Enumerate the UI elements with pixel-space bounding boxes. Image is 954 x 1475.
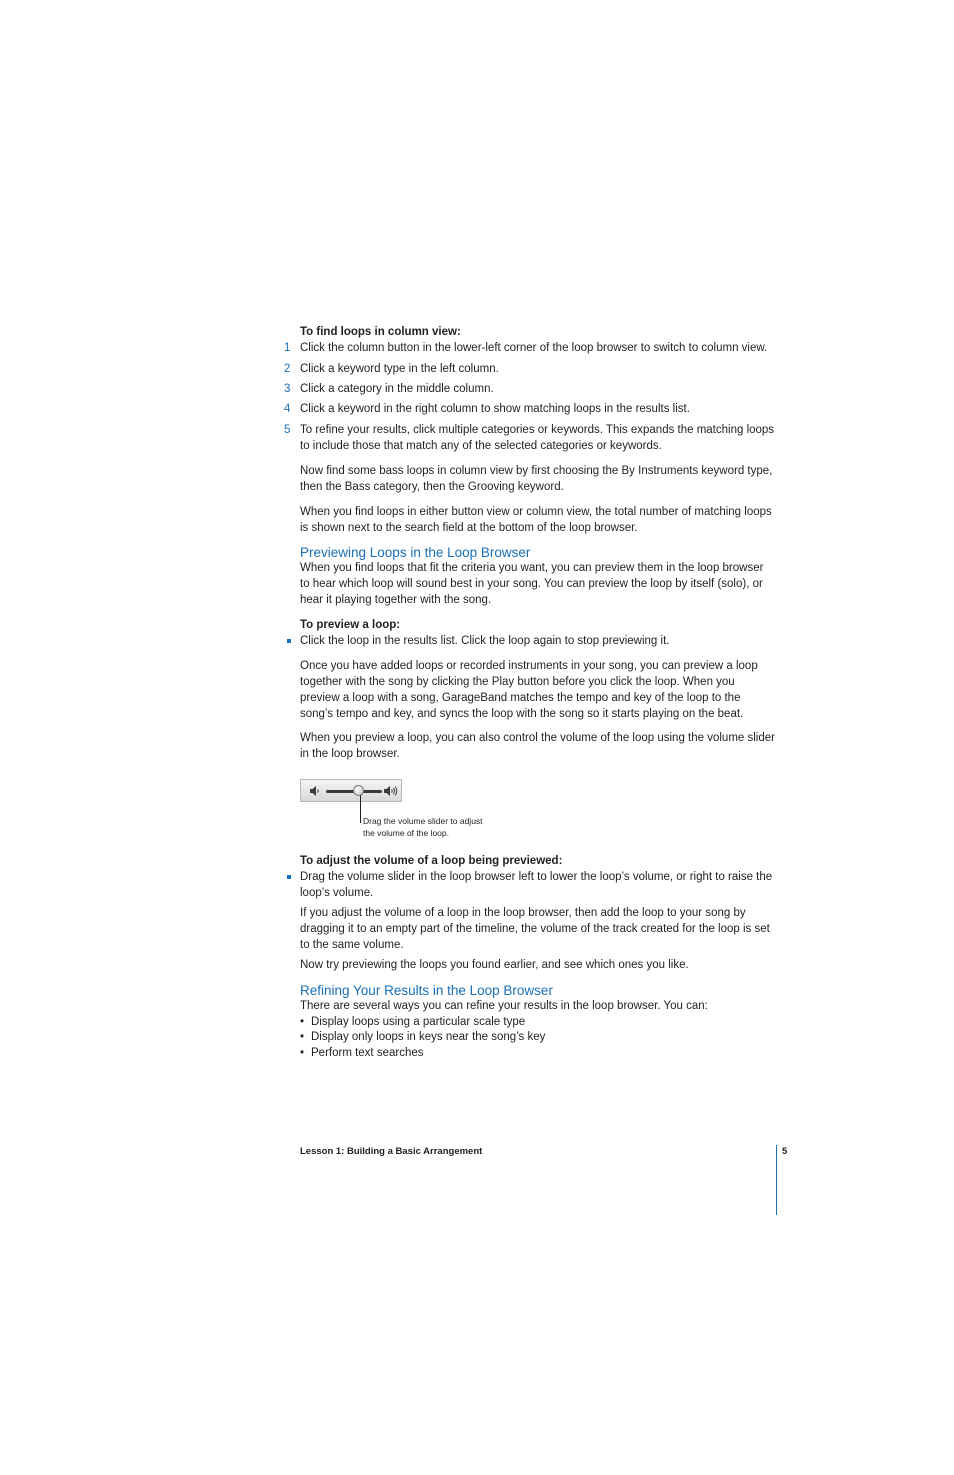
bullet-marker (287, 875, 291, 879)
step-text: Click the column button in the lower-left corner of the loop browser to switch to column view. (300, 342, 768, 354)
task-heading: To preview a loop: (300, 619, 401, 631)
body-paragraph: If you adjust the volume of a loop in the loop browser, then add the loop to your song by dragging it to an empty part of the timeline, the volume of the track created for the loop is set to the same volume. (300, 907, 770, 951)
bullet-marker: • (300, 1016, 305, 1028)
step-number: 3 (284, 383, 291, 395)
body-paragraph: Now find some bass loops in column view by first choosing the By Instruments keyword type, then the Bass category, then the Grooving keyword. (300, 465, 773, 493)
page-number: 5 (782, 1146, 788, 1157)
list-item: Display only loops in keys near the song’s key (311, 1031, 546, 1043)
body-paragraph: Once you have added loops or recorded instruments in your song, you can preview a loop together with the song by clicking the Play button before you click the loop. When you preview a loop with a song, GarageBand matches the tempo and key of the loop to the song’s tempo and key, and syncs the loop with the song so it starts playing on the beat. (300, 660, 758, 720)
task-heading: To adjust the volume of a loop being previewed: (300, 855, 563, 867)
bullet-text: Click the loop in the results list. Click the loop again to stop previewing it. (300, 635, 670, 647)
body-paragraph: When you find loops that fit the criteria you want, you can preview them in the loop browser to hear which loop will sound best in your song. You can preview the loop by itself (solo), or hear it playing together with the song. (300, 562, 764, 606)
bullet-marker: • (300, 1047, 305, 1059)
callout-line (360, 795, 361, 823)
volume-slider-knob[interactable] (353, 785, 364, 796)
bullet-marker: • (300, 1031, 305, 1043)
step-text: Click a category in the middle column. (300, 383, 494, 395)
bullet-marker (287, 639, 291, 643)
list-item: Perform text searches (311, 1047, 424, 1059)
footer-lesson-title: Lesson 1: Building a Basic Arrangement (300, 1146, 483, 1157)
figure-callout: Drag the volume slider to adjust the volume of the loop. (363, 816, 483, 838)
step-number: 4 (284, 403, 291, 415)
step-number: 2 (284, 363, 291, 375)
step-text: To refine your results, click multiple categories or keywords. This expands the matching loops to include those that match any of the selected categories or keywords. (300, 424, 775, 452)
bullet-text: Drag the volume slider in the loop browser left to lower the loop’s volume, or right to raise the loop’s volume. (300, 871, 773, 899)
section-title-previewing: Previewing Loops in the Loop Browser (300, 545, 531, 560)
step-text: Click a keyword in the right column to show matching loops in the results list. (300, 403, 690, 415)
section-title-refining: Refining Your Results in the Loop Browser (300, 983, 553, 998)
speaker-high-icon (383, 785, 399, 797)
body-paragraph: Now try previewing the loops you found earlier, and see which ones you like. (300, 959, 689, 971)
step-number: 1 (284, 342, 291, 354)
step-number: 5 (284, 424, 291, 436)
step-text: Click a keyword type in the left column. (300, 363, 499, 375)
footer-rule (776, 1145, 777, 1215)
column-view-heading: To find loops in column view: (300, 326, 461, 338)
body-paragraph: When you find loops in either button view or column view, the total number of matching loops is shown next to the search field at the bottom of the loop browser. (300, 506, 772, 534)
body-paragraph: There are several ways you can refine your results in the loop browser. You can: (300, 1000, 708, 1012)
list-item: Display loops using a particular scale type (311, 1016, 526, 1028)
volume-slider-figure (300, 779, 402, 802)
speaker-low-icon (309, 785, 321, 797)
body-paragraph: When you preview a loop, you can also control the volume of the loop using the volume slider in the loop browser. (300, 732, 775, 760)
